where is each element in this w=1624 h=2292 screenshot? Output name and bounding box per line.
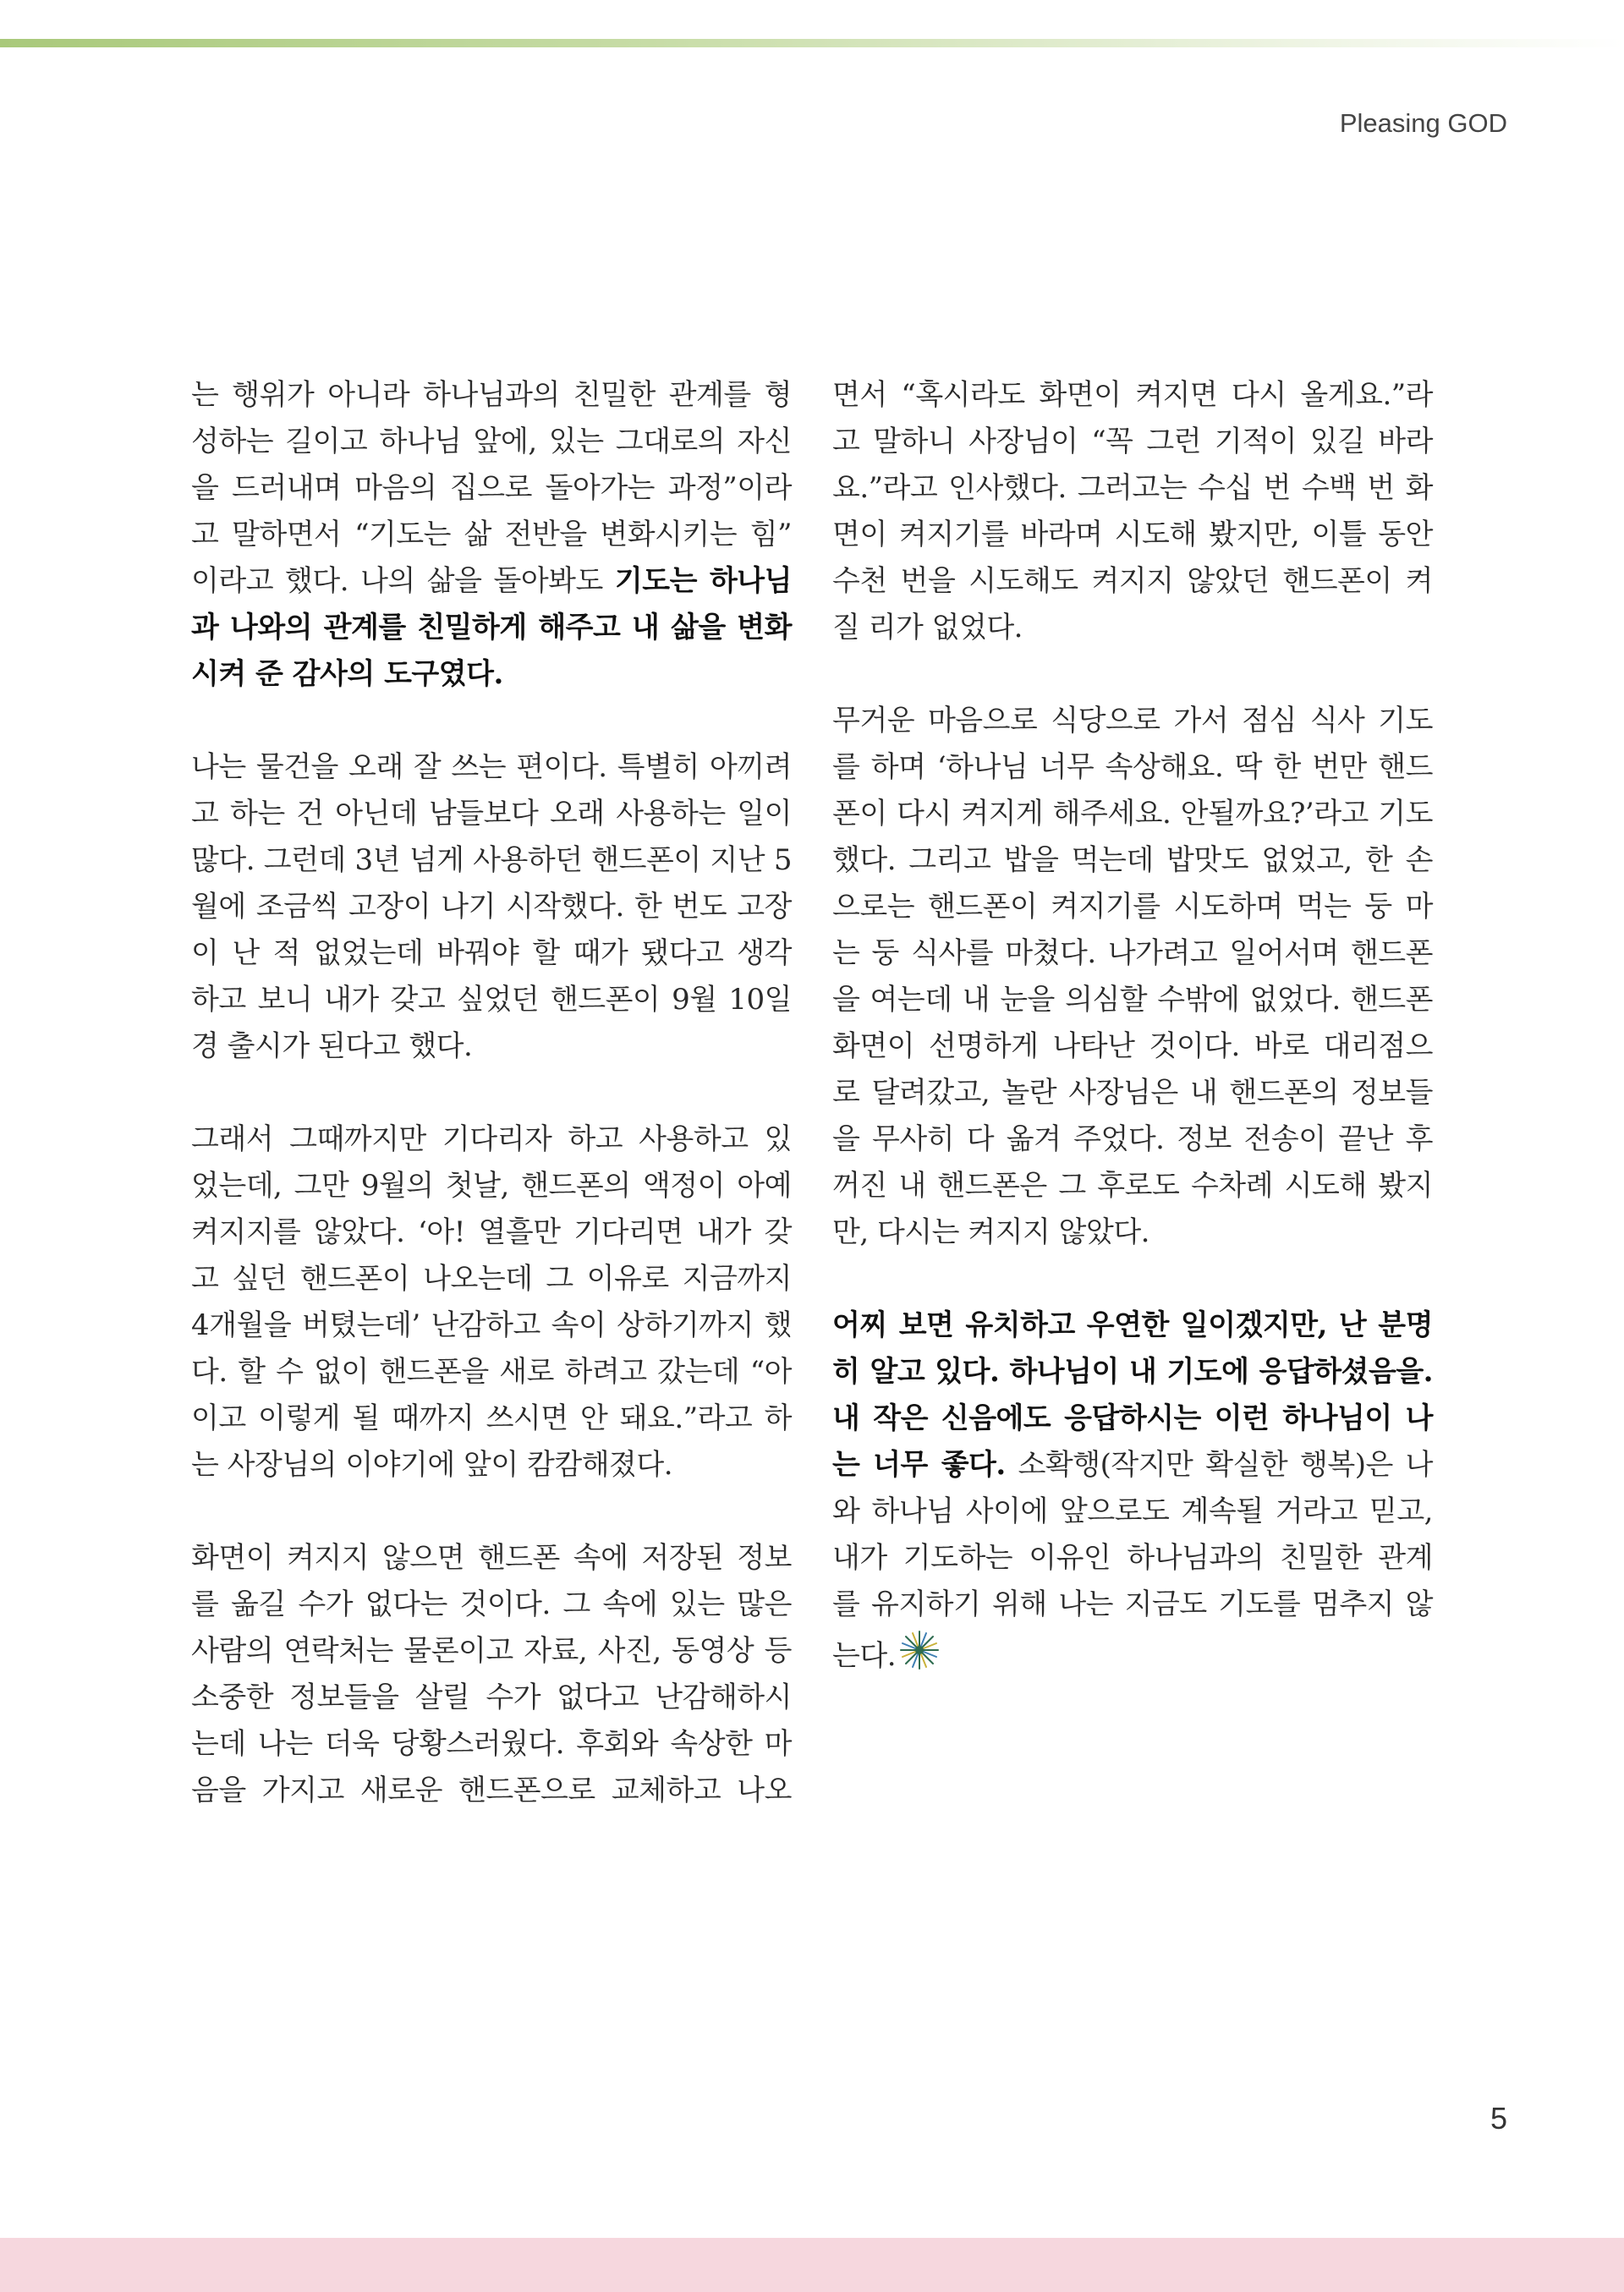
text-line: 월에 조금씩 고장이 나기 시작했다. 한 번도 고장 xyxy=(191,890,792,924)
emphasis-line: 어찌 보면 유치하고 우연한 일이겠지만, 난 분명 xyxy=(832,1308,1433,1342)
text-line: 을 무사히 다 옮겨 주었다. 정보 전송이 끝난 후 xyxy=(832,1122,1433,1156)
text-line: 를 유지하기 위해 나는 지금도 기도를 멈추지 않 xyxy=(832,1587,1433,1621)
text-line: 는 둥 식사를 마쳤다. 나가려고 일어서며 핸드폰 xyxy=(832,936,1433,970)
text-line: 면서 “혹시라도 화면이 켜지면 다시 올게요.”라 xyxy=(832,378,1433,412)
text-line: 다. 할 수 없이 핸드폰을 새로 하려고 갔는데 “아 xyxy=(191,1355,792,1389)
text-line: 요.”라고 인사했다. 그러고는 수십 번 수백 번 화 xyxy=(832,471,1433,505)
text-line xyxy=(832,1442,1433,1489)
text-line: 을 드러내며 마음의 집으로 돌아가는 과정”이라 xyxy=(191,471,792,505)
text-line xyxy=(191,558,792,605)
text-line: 으로는 핸드폰이 켜지기를 시도하며 먹는 둥 마 xyxy=(832,890,1433,924)
running-header: Pleasing GOD xyxy=(1339,108,1507,138)
top-accent-bar xyxy=(0,39,1624,47)
text-line: 무거운 마음으로 식당으로 가서 점심 식사 기도 xyxy=(832,704,1433,737)
text-line: 고 말하니 사장님이 “꼭 그런 기적이 있길 바라 xyxy=(832,425,1433,458)
text-line: 질 리가 없었다. xyxy=(832,611,1023,644)
paragraph xyxy=(832,698,1433,1256)
paragraph xyxy=(191,1535,792,1814)
text-line: 많다. 그런데 3년 넘게 사용하던 핸드폰이 지난 5 xyxy=(191,843,792,877)
text-line: 4개월을 버텼는데’ 난감하고 속이 상하기까지 했 xyxy=(191,1308,792,1342)
emphasis-line: 히 알고 있다. 하나님이 내 기도에 응답하셨음을. xyxy=(832,1355,1433,1389)
text-line: 화면이 켜지지 않으면 핸드폰 속에 저장된 정보 xyxy=(191,1541,792,1575)
text-line xyxy=(832,1628,1433,1686)
text-line: 음을 가지고 새로운 핸드폰으로 교체하고 나오 xyxy=(191,1774,792,1807)
text-line: 면이 켜지기를 바라며 시도해 봤지만, 이틀 동안 xyxy=(832,518,1433,551)
right-column xyxy=(832,372,1433,1733)
text-line: 는 사장님의 이야기에 앞이 캄캄해졌다. xyxy=(191,1448,673,1482)
paragraph xyxy=(191,1116,792,1489)
text-line: 수천 번을 시도해도 켜지지 않았던 핸드폰이 켜 xyxy=(832,564,1433,598)
text-line: 를 하며 ‘하나님 너무 속상해요. 딱 한 번만 핸드 xyxy=(832,750,1433,784)
ornament-icon xyxy=(897,1628,941,1686)
emphasis-line: 내 작은 신음에도 응답하시는 이런 하나님이 나 xyxy=(832,1401,1433,1435)
text-line: 나는 물건을 오래 잘 쓰는 편이다. 특별히 아끼려 xyxy=(191,750,792,784)
text-line: 그래서 그때까지만 기다리자 하고 사용하고 있 xyxy=(191,1122,792,1156)
bottom-accent-bar xyxy=(0,2238,1624,2292)
emphasis-text: 기도는 하나님 xyxy=(614,564,792,598)
paragraph xyxy=(832,372,1433,651)
page-number: 5 xyxy=(1490,2101,1507,2136)
text-line: 는데 나는 더욱 당황스러웠다. 후회와 속상한 마 xyxy=(191,1727,792,1761)
text-line: 는 행위가 아니라 하나님과의 친밀한 관계를 형 xyxy=(191,378,792,412)
text-line: 화면이 선명하게 나타난 것이다. 바로 대리점으 xyxy=(832,1029,1433,1063)
text-line: 켜지지를 않았다. ‘아! 열흘만 기다리면 내가 갖 xyxy=(191,1215,792,1249)
text-line: 경 출시가 된다고 했다. xyxy=(191,1029,473,1063)
text-line: 이 난 적 없었는데 바꿔야 할 때가 됐다고 생각 xyxy=(191,936,792,970)
text-line: 었는데, 그만 9월의 첫날, 핸드폰의 액정이 아예 xyxy=(191,1169,792,1203)
emphasis-line: 시켜 준 감사의 도구였다. xyxy=(191,657,503,691)
text-line: 성하는 길이고 하나님 앞에, 있는 그대로의 자신 xyxy=(191,425,792,458)
text-line: 이고 이렇게 될 때까지 쓰시면 안 돼요.”라고 하 xyxy=(191,1401,792,1435)
text-segment: 소확행(작지만 확실한 행복)은 나 xyxy=(1005,1448,1434,1482)
text-line: 을 여는데 내 눈을 의심할 수밖에 없었다. 핸드폰 xyxy=(832,983,1433,1017)
text-line: 고 말하면서 “기도는 삶 전반을 변화시키는 힘” xyxy=(191,518,792,551)
text-line: 하고 보니 내가 갖고 싶었던 핸드폰이 9월 10일 xyxy=(191,983,792,1017)
text-line: 와 하나님 사이에 앞으로도 계속될 거라고 믿고, xyxy=(832,1494,1433,1528)
text-line: 꺼진 내 핸드폰은 그 후로도 수차례 시도해 봤지 xyxy=(832,1169,1433,1203)
text-line: 고 싶던 핸드폰이 나오는데 그 이유로 지금까지 xyxy=(191,1262,792,1296)
text-line: 폰이 다시 켜지게 해주세요. 안될까요?’라고 기도 xyxy=(832,797,1433,831)
text-segment: 이라고 했다. 나의 삶을 돌아봐도 xyxy=(191,564,615,598)
paragraph xyxy=(191,372,792,698)
text-line: 했다. 그리고 밥을 먹는데 밥맛도 없었고, 한 손 xyxy=(832,843,1433,877)
text-line: 소중한 정보들을 살릴 수가 없다고 난감해하시 xyxy=(191,1681,792,1714)
text-line: 내가 기도하는 이유인 하나님과의 친밀한 관계 xyxy=(832,1541,1433,1575)
text-line: 를 옮길 수가 없다는 것이다. 그 속에 있는 많은 xyxy=(191,1587,792,1621)
emphasis-text: 는 너무 좋다. xyxy=(832,1448,1006,1482)
text-line: 로 달려갔고, 놀란 사장님은 내 핸드폰의 정보들 xyxy=(832,1076,1433,1110)
paragraph xyxy=(191,744,792,1070)
paragraph xyxy=(832,1302,1433,1686)
text-line: 만, 다시는 켜지지 않았다. xyxy=(832,1215,1149,1249)
text-line: 사람의 연락처는 물론이고 자료, 사진, 동영상 등 xyxy=(191,1634,792,1668)
text-segment: 는다. xyxy=(832,1639,896,1673)
emphasis-line: 과 나와의 관계를 친밀하게 해주고 내 삶을 변화 xyxy=(191,611,792,644)
left-column xyxy=(191,372,792,1861)
text-line: 고 하는 건 아닌데 남들보다 오래 사용하는 일이 xyxy=(191,797,792,831)
